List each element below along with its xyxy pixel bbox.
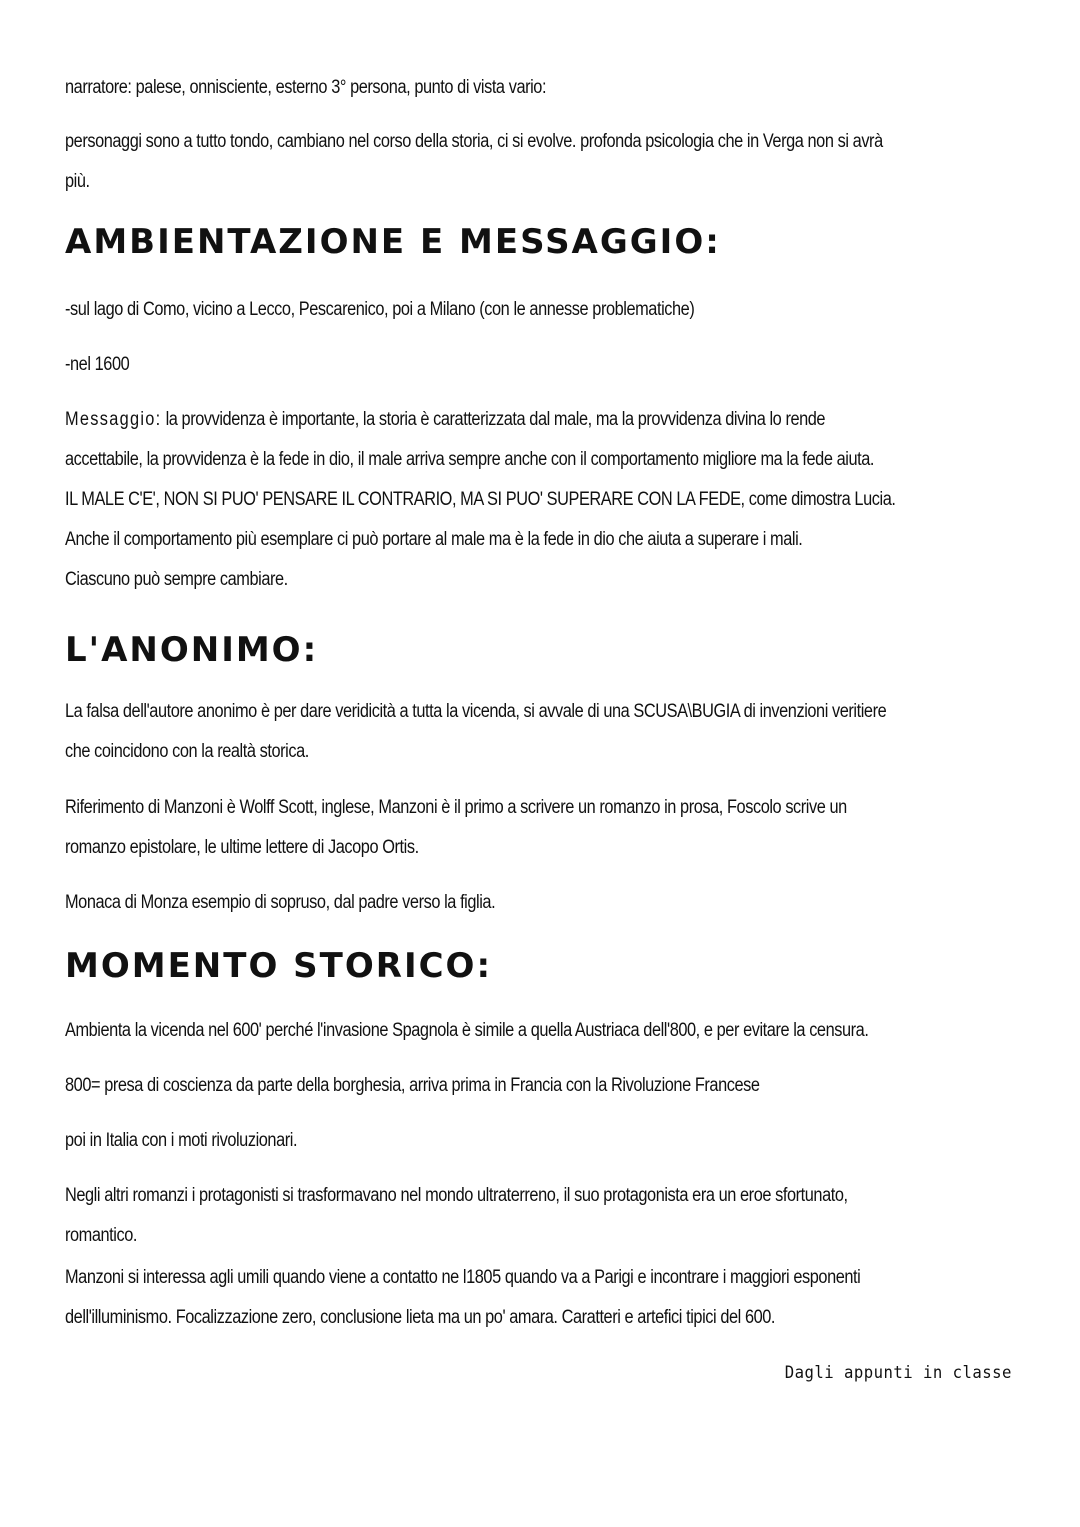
characters-paragraph (65, 122, 1011, 202)
heading-anonimo: L'ANONIMO: (65, 630, 319, 670)
anonimo-p1-line-1: La falsa dell'autore anonimo è per dare veridicità a tutta la vicenda, si avvale di una SCUSA\BUGIA di invenzioni veritiere (65, 701, 887, 722)
message-caps: IL MALE C'E', NON SI PUO' PENSARE IL CONTRARIO, MA SI PUO' SUPERARE CON LA FEDE, (65, 489, 745, 510)
message-line-1 (65, 400, 1011, 440)
heading-momento-storico: MOMENTO STORICO: (65, 946, 493, 986)
momento-p5-line-1: Manzoni si interessa agli umili quando viene a contatto ne l1805 quando va a Parigi e incontrare i maggiori esponenti (65, 1267, 861, 1288)
momento-p3-line: poi in Italia con i moti rivoluzionari. (65, 1130, 298, 1151)
momento-p2-line: 800= presa di coscienza da parte della borghesia, arriva prima in Francia con la Rivoluzione Francese (65, 1075, 760, 1096)
momento-p5-line-2: dell'illuminismo. Focalizzazione zero, conclusione lieta ma un po' amara. Caratteri e artefici tipici del 600. (65, 1307, 776, 1328)
momento-p4-line-1: Negli altri romanzi i protagonisti si trasformavano nel mondo ultraterreno, il suo protagonista era un eroe sfortunato, (65, 1185, 848, 1206)
message-label: Messaggio: (65, 409, 162, 430)
time-paragraph (65, 345, 1011, 385)
anonimo-paragraph-1 (65, 692, 1011, 772)
time-line: -nel 1600 (65, 354, 130, 375)
message-line-4: Anche il comportamento più esemplare ci può portare al male ma è la fede in dio che aiuta a superare i mali. (65, 529, 803, 550)
momento-paragraph-2 (65, 1066, 1011, 1106)
anonimo-paragraph-2 (65, 788, 1011, 868)
momento-paragraph-4 (65, 1176, 1011, 1256)
anonimo-p2-line-2: romanzo epistolare, le ultime lettere di Jacopo Ortis. (65, 837, 419, 858)
message-paragraph (65, 400, 1011, 600)
place-line: -sul lago di Como, vicino a Lecco, Pescarenico, poi a Milano (con le annesse problematiche) (65, 299, 695, 320)
message-line-2: accettabile, la provvidenza è la fede in dio, il male arriva sempre anche con il comportamento migliore ma la fede aiuta. (65, 449, 874, 470)
anonimo-p2-line-1: Riferimento di Manzoni è Wolff Scott, inglese, Manzoni è il primo a scrivere un romanzo in prosa, Foscolo scrive un (65, 797, 847, 818)
momento-p4-line-2: romantico. (65, 1225, 137, 1246)
characters-line-2: più. (65, 171, 90, 192)
momento-paragraph-5 (65, 1258, 1011, 1338)
narrator-line: narratore: palese, onnisciente, esterno 3° persona, punto di vista vario: (65, 77, 547, 98)
momento-p1-line: Ambienta la vicenda nel 600' perché l'invasione Spagnola è simile a quella Austriaca dell'800, e per evitare la censura. (65, 1020, 869, 1041)
momento-paragraph-1 (65, 1011, 1011, 1051)
footer-source-note: Dagli appunti in classe (784, 1363, 1012, 1383)
momento-paragraph-3 (65, 1121, 1011, 1161)
anonimo-p3-line: Monaca di Monza esempio di sopruso, dal padre verso la figlia. (65, 892, 496, 913)
message-line-1-text: la provvidenza è importante, la storia è caratterizzata dal male, ma la provvidenza divina lo rende (161, 409, 826, 430)
heading-ambientazione: AMBIENTAZIONE E MESSAGGIO: (65, 222, 721, 262)
anonimo-paragraph-3 (65, 883, 1011, 923)
narrator-paragraph (65, 68, 1011, 108)
message-line-5: Ciascuno può sempre cambiare. (65, 569, 288, 590)
place-paragraph (65, 290, 1011, 330)
characters-line-1: personaggi sono a tutto tondo, cambiano nel corso della storia, ci si evolve. profonda psicologia che in Verga non si avrà (65, 131, 883, 152)
message-caps-rest: come dimostra Lucia. (744, 489, 896, 510)
message-line-3 (65, 480, 1011, 520)
anonimo-p1-line-2: che coincidono con la realtà storica. (65, 741, 309, 762)
